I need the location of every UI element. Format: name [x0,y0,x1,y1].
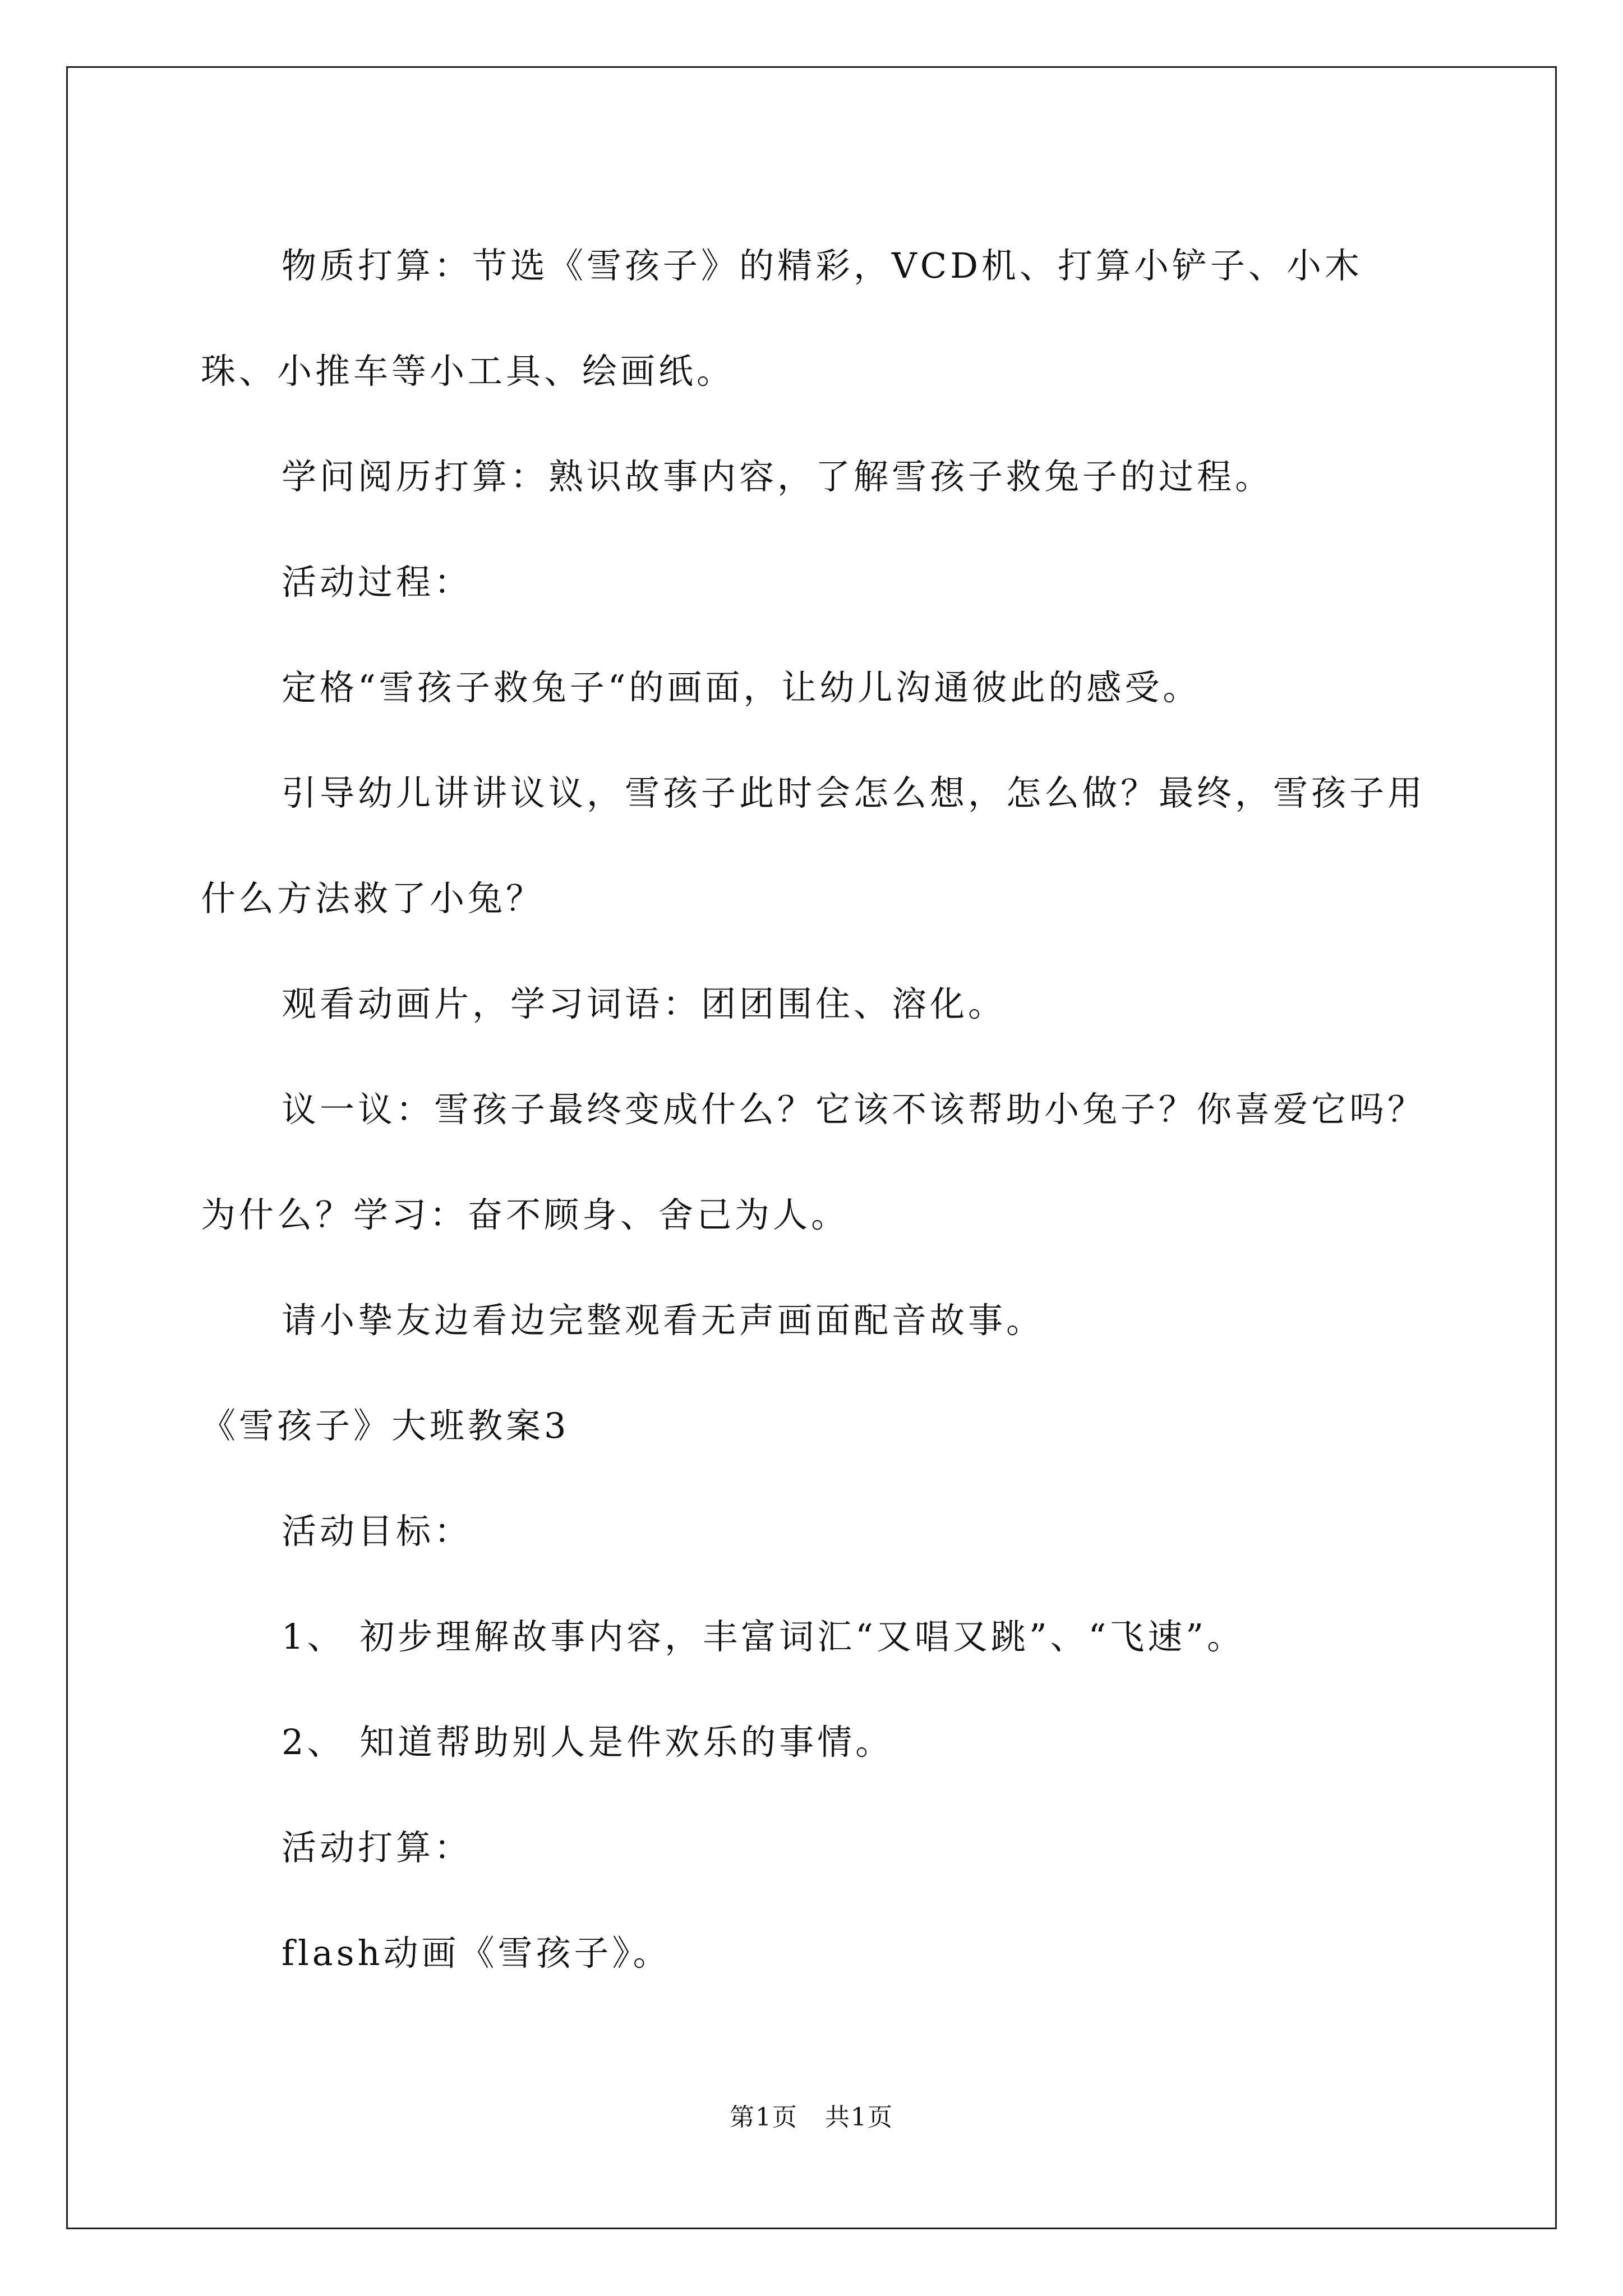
page-total: 共1页 [825,2103,893,2132]
paragraph-materials: 物质打算：节选《雪孩子》的精彩，VCD机、打算小铲子、小木珠、小推车等小工具、绘画纸。 [201,245,1363,392]
section-title: 《雪孩子》大班教案3 [201,1405,570,1446]
paragraph-goals-heading: 活动目标： [282,1511,473,1552]
page-footer [0,2097,1623,2133]
paragraph-goal-1: 1、 初步理解故事内容，丰富词汇“又唱又跳”、“飞速”。 [282,1616,1245,1657]
paragraph-process-heading: 活动过程： [282,562,473,602]
document-body [201,213,1435,2006]
paragraph-knowledge-prep: 学问阅历打算：熟识故事内容，了解雪孩子救兔子的过程。 [282,456,1274,497]
paragraph-guide-discussion: 引导幼儿讲讲议议，雪孩子此时会怎么想，怎么做？最终，雪孩子用什么方法救了小兔？ [201,772,1426,919]
paragraph-watch-cartoon: 观看动画片，学习词语：团团围住、溶化。 [282,983,1007,1024]
paragraph-prep-heading: 活动打算： [282,1827,473,1868]
paragraph-goal-2: 2、 知道帮助别人是件欢乐的事情。 [282,1722,894,1763]
paragraph-dubbing: 请小挚友边看边完整观看无声画面配音故事。 [282,1300,1045,1341]
paragraph-freeze-frame: 定格“雪孩子救兔子“的画面，让幼儿沟通彼此的感受。 [282,667,1201,708]
page-number: 第1页 [730,2103,798,2132]
paragraph-flash: flash动画《雪孩子》。 [282,1932,671,1973]
paragraph-discuss: 议一议：雪孩子最终变成什么？它该不该帮助小兔子？你喜爱它吗？为什么？学习：奋不顾身、舍己为人。 [201,1089,1426,1235]
